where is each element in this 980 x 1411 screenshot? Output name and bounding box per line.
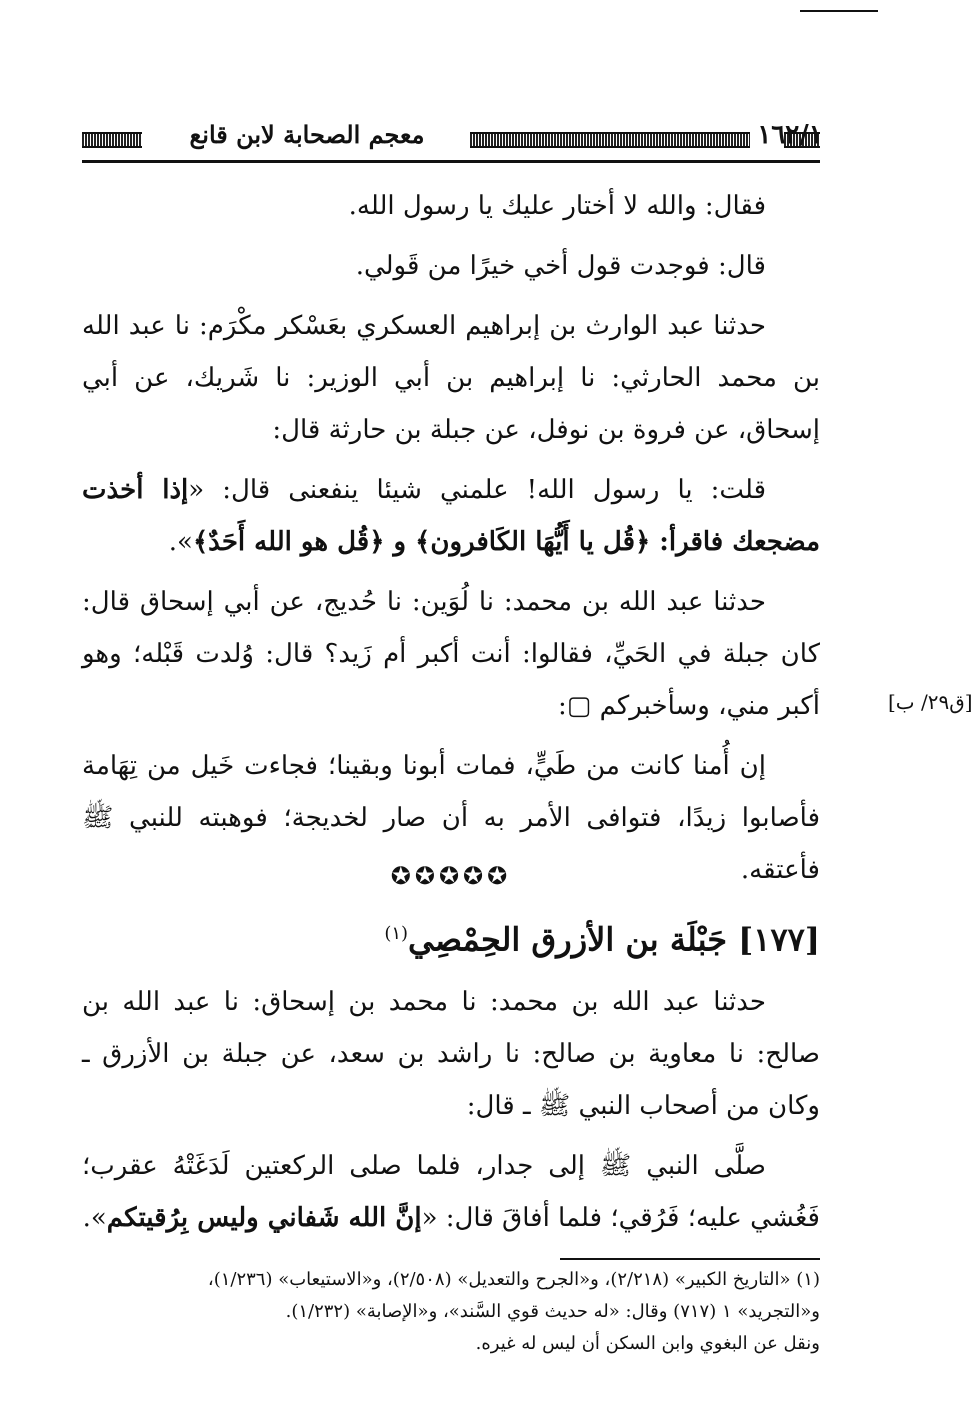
paragraph-4 — [82, 464, 820, 568]
footnote-line-2: و«التجريد» ١ (٧١٧) وقال: «له حديث قوي السَّند»، و«الإصابة» (١/٢٣٢). — [285, 1301, 820, 1322]
top-corner-rule — [800, 10, 878, 12]
header-ornament-middle — [470, 132, 750, 148]
paragraph-1: فقال: والله لا أختار عليك يا رسول الله. — [348, 191, 766, 221]
entry-text — [82, 976, 820, 1252]
page-number: ١٦٢/١ — [757, 120, 823, 150]
book-title: معجم الصحابة لابن قانع — [189, 120, 425, 149]
footnote-line-1: (١) «التاريخ الكبير» (٢/٢١٨)، و«الجرح والتعديل» (٢/٥٠٨)، و«الاستيعاب» (١/٢٣٦)، — [207, 1269, 820, 1290]
paragraph-2: قال: فوجدت قول أخي خيرًا من قَولي. — [355, 251, 766, 281]
running-header — [82, 118, 823, 158]
hadith-quote-2: إنَّ الله شَفاني وليس بِرُقيتكم — [106, 1203, 422, 1233]
footnote-separator — [560, 1258, 820, 1260]
paragraph-4-text: قلت: يا رسول الله! علمني شيئا ينفعنى قال: « — [188, 475, 766, 505]
footnote-line-3: ونقل عن البغوي وابن السكن أن ليس له غيره. — [475, 1333, 820, 1354]
hadith-quote-1: إذا أخذت مضجعك فاقرأ: ﴿قُل يا أَيُّهَا الكَافرون﴾ و ﴿قُل هو الله أَحَدٌ﴾ — [82, 475, 820, 557]
paragraph-3: حدثنا عبد الوارث بن إبراهيم العسكري بعَسْكر مكْرَم: نا عبد الله بن محمد الحارثي: نا إبراهيم بن أبي الوزير: نا شَريك، عن أبي إسحاق، عن فروة بن نوفل، عن جبلة بن حارثة قال: — [82, 311, 820, 445]
paragraph-6: إن أُمنا كانت من طَيٍّ، فمات أبونا وبقينا؛ فجاءت خَيل من تِهَامة فأصابوا زيدًا، فتوافى الأمر به أن صار لخديجة؛ فوهبته للنبي ﷺ فأعتقه. — [82, 751, 820, 885]
section-divider: ✪✪✪✪✪ — [390, 862, 512, 890]
header-rule — [82, 160, 820, 163]
entry-paragraph-1: حدثنا عبد الله بن محمد: نا محمد بن إسحاق: نا عبد الله بن صالح: نا معاوية بن صالح: نا راشد بن سعد، عن جبلة بن الأزرق ـ وكان من أصحاب النبي ﷺ ـ قال: — [82, 987, 820, 1121]
main-text — [82, 180, 820, 904]
quote-close-1: ». — [168, 527, 193, 557]
entry-paragraph-2 — [82, 1140, 820, 1244]
entry-title-text: [١٧٧] جَبْلَة بن الأزرق الحِمْصِي — [408, 920, 820, 959]
manuscript-folio-mark: [ق٢٩/ ب] — [888, 690, 973, 714]
entry-paragraph-2-text: صلَّى النبي ﷺ إلى جدار، فلما صلى الركعتين لَدَغَتْهُ عقرب؛ فَغُشي عليه؛ فَرُقي؛ فلما أفاقَ قال: « — [82, 1151, 820, 1233]
footnote-reference: (١) — [384, 923, 409, 944]
header-ornament-left — [82, 132, 142, 148]
entry-heading — [82, 908, 820, 966]
footnotes — [82, 1264, 820, 1360]
quote-close-2: ». — [82, 1203, 107, 1233]
paragraph-5: حدثنا عبد الله بن محمد: نا لُوَين: نا حُديج، عن أبي إسحاق قال: كان جبلة في الحَيِّ، فقالوا: أنت أكبر أم زَيد؟ قال: وُلدت قَبْله؛ وهو أكبر مني، وسأخبركم ▢: — [82, 587, 820, 721]
